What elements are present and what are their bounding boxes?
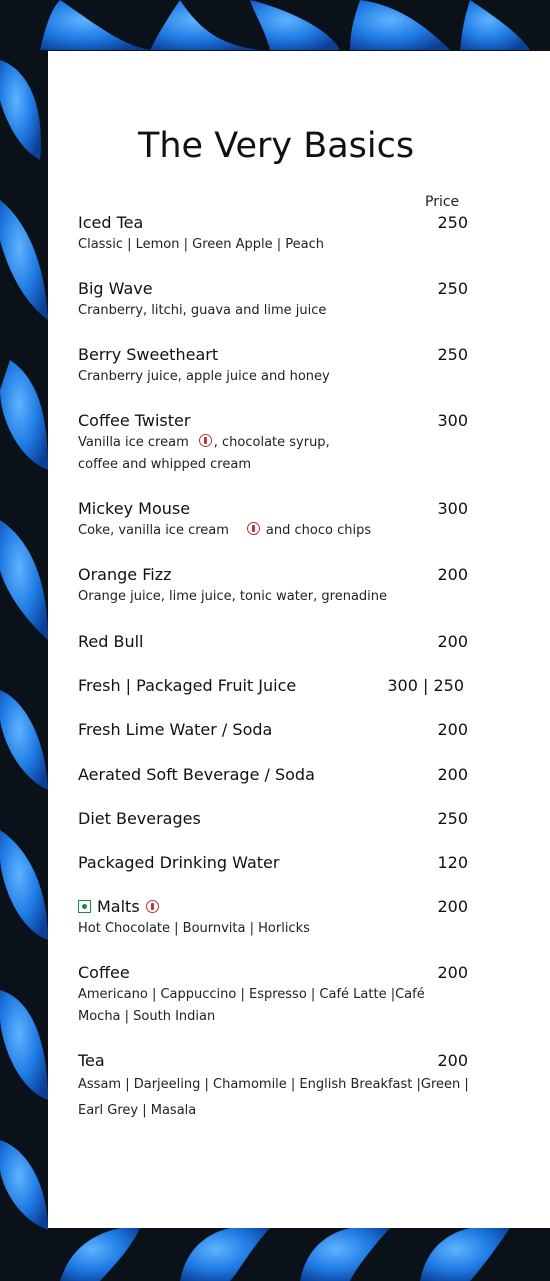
item-description-line: Earl Grey | Masala xyxy=(78,1103,197,1118)
item-name: Red Bull xyxy=(78,632,144,651)
menu-item xyxy=(78,962,470,1028)
menu-item xyxy=(78,212,470,256)
item-description-part: Coke, vanilla ice cream xyxy=(78,523,229,538)
item-description: Hot Chocolate | Bournvita | Horlicks xyxy=(78,921,310,936)
item-description: Classic | Lemon | Green Apple | Peach xyxy=(78,237,324,252)
item-description-part: Vanilla ice cream xyxy=(78,435,189,450)
item-price: 200 xyxy=(437,720,468,739)
menu-item xyxy=(78,719,470,741)
item-price: 250 xyxy=(437,213,468,232)
item-price: 300 xyxy=(437,411,468,430)
menu-item xyxy=(78,278,470,322)
item-name: Fresh Lime Water / Soda xyxy=(78,720,273,739)
item-name: Iced Tea xyxy=(78,213,144,232)
item-name: Coffee xyxy=(78,963,130,982)
item-description-part: , chocolate syrup, xyxy=(213,435,330,450)
menu-item xyxy=(78,896,470,940)
item-price: 200 xyxy=(437,1051,468,1070)
alcohol-mark-icon xyxy=(247,522,260,535)
item-name: Tea xyxy=(78,1051,105,1070)
item-description xyxy=(78,520,470,542)
item-name: Aerated Soft Beverage / Soda xyxy=(78,765,315,784)
menu-item xyxy=(78,631,470,653)
item-description: Orange juice, lime juice, tonic water, grenadine xyxy=(78,589,388,604)
menu-item xyxy=(78,675,470,697)
item-description xyxy=(78,432,470,454)
veg-mark-icon xyxy=(78,900,91,913)
item-price: 200 xyxy=(437,765,468,784)
item-price: 250 xyxy=(437,809,468,828)
item-name: Big Wave xyxy=(78,279,153,298)
price-column-header: Price xyxy=(425,194,460,210)
menu-item xyxy=(78,344,470,388)
item-description-part: and choco chips xyxy=(265,523,372,538)
menu-item xyxy=(78,808,470,830)
item-name: Fresh | Packaged Fruit Juice xyxy=(78,676,297,695)
item-name: Packaged Drinking Water xyxy=(78,853,280,872)
alcohol-mark-icon xyxy=(199,434,212,447)
menu-item xyxy=(78,498,470,542)
item-price: 300 xyxy=(437,499,468,518)
item-description-line: Assam | Darjeeling | Chamomile | English Breakfast |Green | xyxy=(78,1077,469,1092)
item-name: Diet Beverages xyxy=(78,809,201,828)
item-description: Cranberry, litchi, guava and lime juice xyxy=(78,303,327,318)
item-name: Berry Sweetheart xyxy=(78,345,219,364)
item-price: 200 xyxy=(437,632,468,651)
item-description-line: Americano | Cappuccino | Espresso | Café Latte |Café xyxy=(78,987,425,1002)
item-name: Coffee Twister xyxy=(78,411,191,430)
menu-item xyxy=(78,1050,470,1124)
menu-item xyxy=(78,564,470,608)
menu-item xyxy=(78,852,470,874)
menu-title: The Very Basics xyxy=(138,126,415,166)
item-name: Mickey Mouse xyxy=(78,499,191,518)
item-price: 200 xyxy=(437,963,468,982)
item-price: 250 xyxy=(437,345,468,364)
item-price: 200 xyxy=(437,897,468,916)
item-name: Orange Fizz xyxy=(78,565,172,584)
item-price: 120 xyxy=(437,853,468,872)
item-description: Cranberry juice, apple juice and honey xyxy=(78,369,330,384)
item-price: 250 xyxy=(437,279,468,298)
item-description-line: coffee and whipped cream xyxy=(78,457,251,472)
item-description-line: Mocha | South Indian xyxy=(78,1009,216,1024)
item-name-row xyxy=(78,896,470,918)
item-name: Malts xyxy=(97,897,140,916)
alcohol-mark-icon xyxy=(146,900,159,913)
item-price: 200 xyxy=(437,565,468,584)
item-price: 300 | 250 xyxy=(387,676,464,695)
menu-item xyxy=(78,410,470,476)
menu-item xyxy=(78,764,470,786)
